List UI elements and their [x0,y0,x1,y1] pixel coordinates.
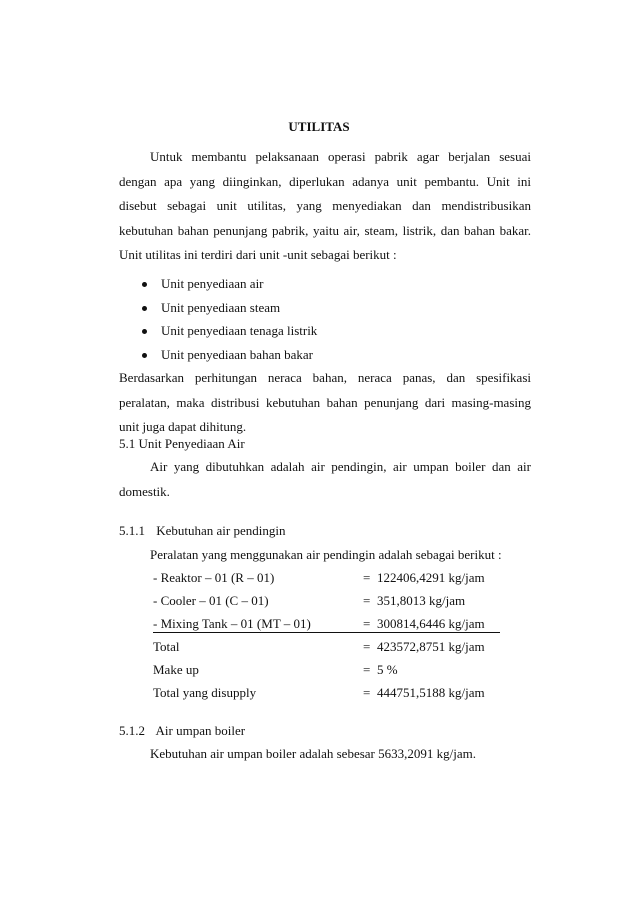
row-equals: = [363,593,371,608]
basis-paragraph: Berdasarkan perhitungan neraca bahan, neraca panas, dan spesifikasi peralatan, maka distribusi kebutuhan bahan penunjang dari masing-masing unit juga dapat dihitung. [119,370,531,434]
makeup-row [153,658,503,681]
row-label: Total [153,639,180,654]
section-5-1-heading: 5.1 Unit Penyediaan Air [119,436,245,451]
intro-paragraph: Untuk membantu pelaksanaan operasi pabrik agar berjalan sesuai dengan apa yang diinginkan, diperlukan adanya unit pembantu. Unit ini disebut sebagai unit utilitas, yang menyediakan dan mendistribusikan kebutuhan bahan penunjang pabrik, yaitu air, steam, listrik, dan bahan bakar. Unit utilitas ini terdiri dari unit -unit sebagai berikut : [119,149,531,262]
row-equals: = [363,662,371,677]
row-equals: = [363,639,371,654]
unit-list-item-bahan-bakar: Unit penyediaan bahan bakar [140,343,317,367]
table-row [153,566,503,589]
row-label: - Mixing Tank – 01 (MT – 01) [153,616,311,631]
row-value: 444751,5188 kg/jam [377,685,485,700]
table-row [153,589,503,612]
cooling-water-intro: Peralatan yang menggunakan air pendingin adalah sebagai berikut : [150,547,502,562]
section-title: Kebutuhan air pendingin [156,523,286,538]
unit-list-item-listrik: Unit penyediaan tenaga listrik [140,319,317,343]
supply-total-row [153,681,503,704]
unit-list-item-air: Unit penyediaan air [140,272,317,296]
row-equals: = [363,570,371,585]
section-number: 5.1.1 [119,523,145,538]
row-label: - Cooler – 01 (C – 01) [153,593,269,608]
row-equals: = [363,616,371,631]
sum-divider-line [153,632,500,633]
row-label: Make up [153,662,199,677]
total-row [153,635,503,658]
section-5-1-2-heading [119,719,245,743]
section-number: 5.1.2 [119,723,145,738]
unit-list-item-steam: Unit penyediaan steam [140,296,317,320]
row-label: Total yang disupply [153,685,257,700]
section-5-1-1-heading [119,519,286,543]
unit-list [140,272,317,366]
section-5-1-text: Air yang dibutuhkan adalah air pendingin, air umpan boiler dan air domestik. [119,459,531,499]
cooling-water-table [153,566,503,704]
row-value: 423572,8751 kg/jam [377,639,485,654]
row-value: 122406,4291 kg/jam [377,570,485,585]
row-value: 351,8013 kg/jam [377,593,466,608]
section-title: Air umpan boiler [155,723,246,738]
document-title: UTILITAS [288,119,350,134]
row-label: - Reaktor – 01 (R – 01) [153,570,275,585]
row-value: 5 % [377,662,398,677]
boiler-water-text: Kebutuhan air umpan boiler adalah sebesar 5633,2091 kg/jam. [150,746,476,761]
row-value: 300814,6446 kg/jam [377,616,485,631]
row-equals: = [363,685,371,700]
